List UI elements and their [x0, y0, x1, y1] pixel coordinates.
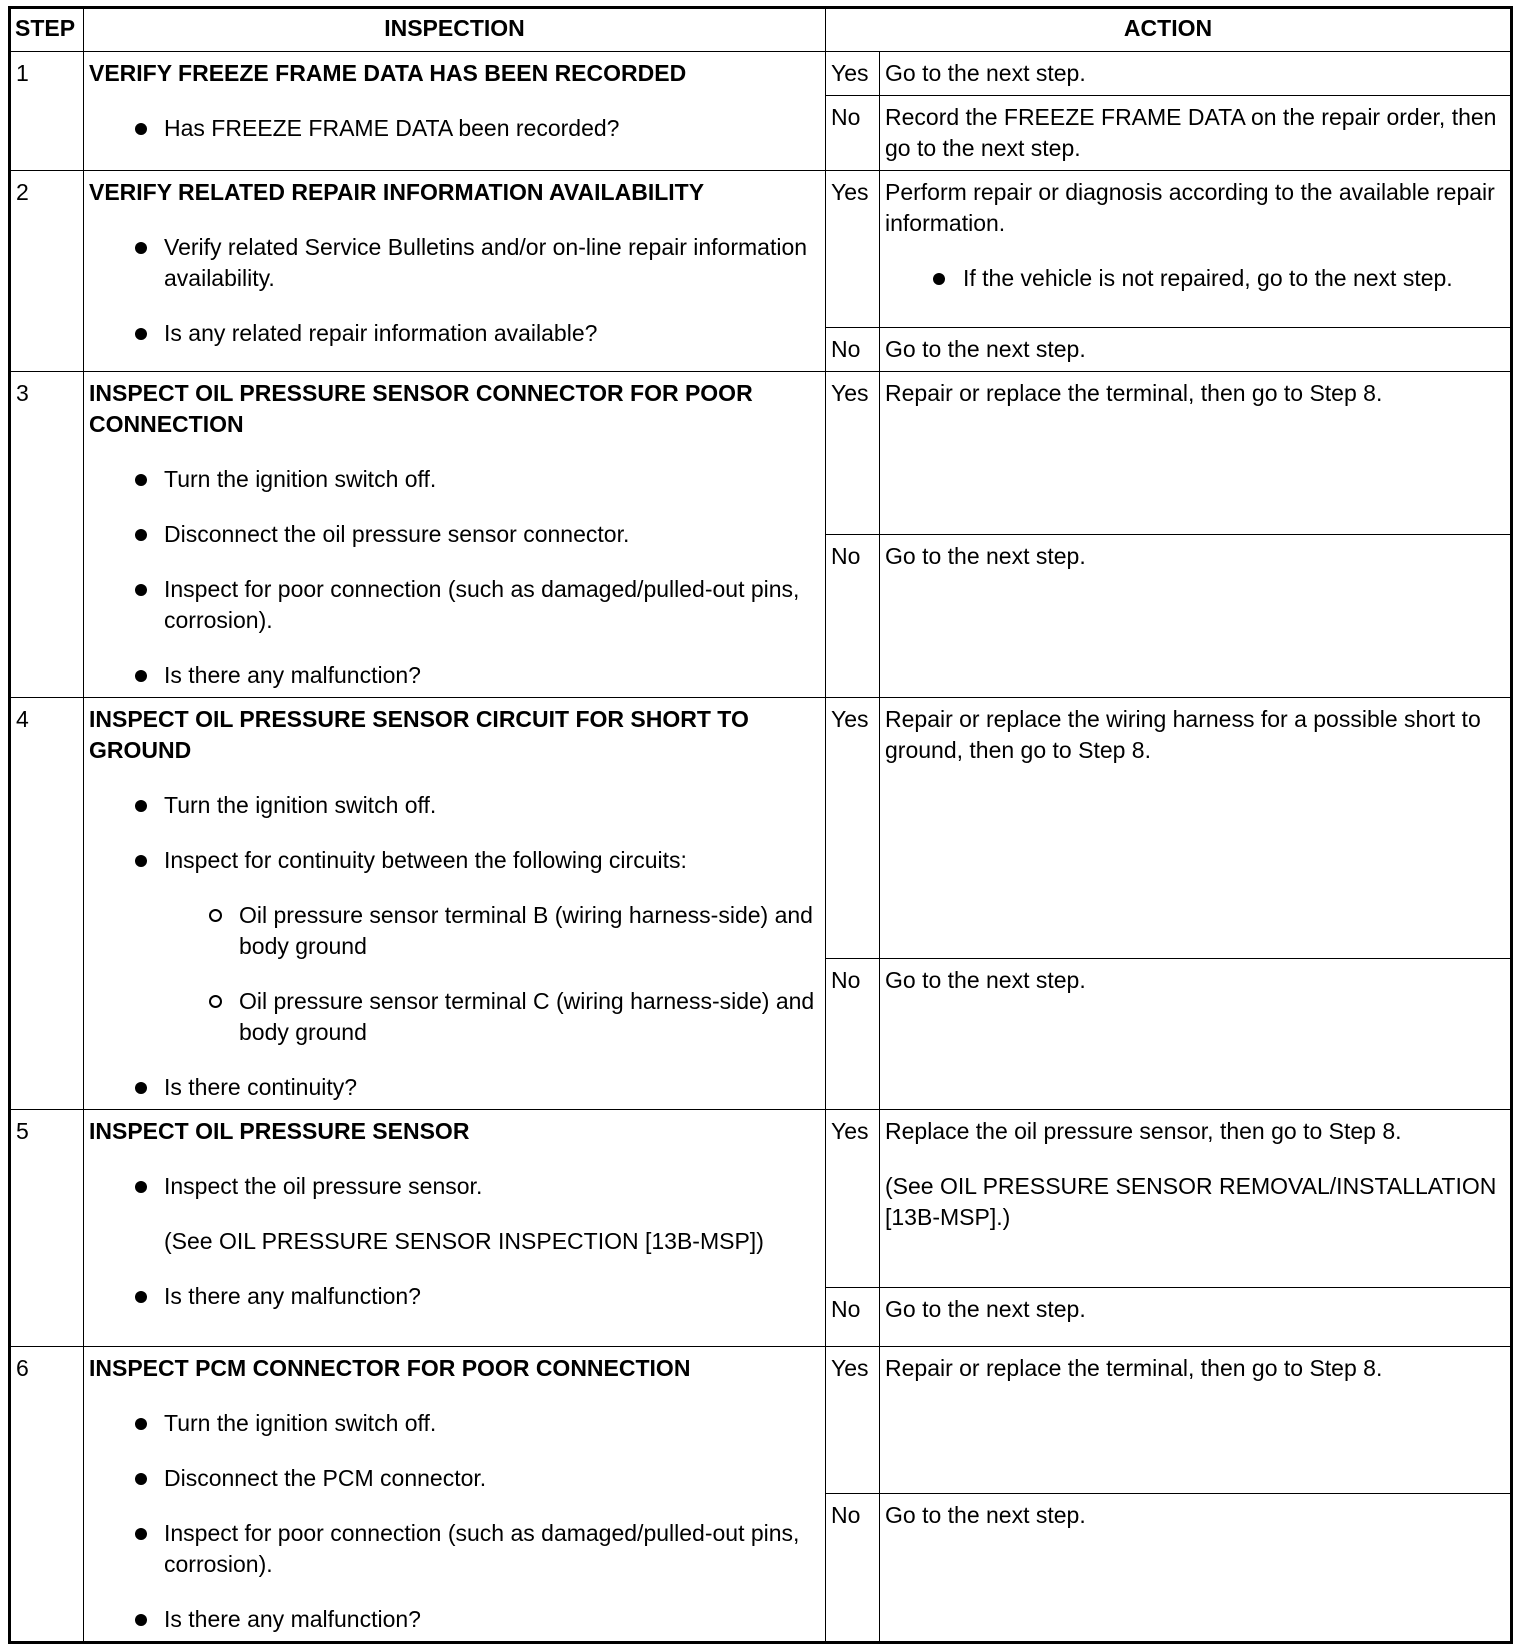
action-text: Perform repair or diagnosis according to the available repair information. — [885, 179, 1495, 236]
step-title: INSPECT PCM CONNECTOR FOR POOR CONNECTION — [89, 1355, 691, 1381]
bullet-icon — [135, 242, 147, 254]
inspection-note: (See OIL PRESSURE SENSOR INSPECTION [13B-MSP]) — [164, 1228, 764, 1254]
bullet-icon — [135, 1082, 147, 1094]
inspection-item: Inspect for poor connection (such as damaged/pulled-out pins, corrosion). — [89, 1518, 820, 1580]
bullet-icon — [135, 584, 147, 596]
no-action: Go to the next step. — [880, 1494, 1512, 1643]
step-number: 2 — [10, 171, 84, 372]
action-note: (See OIL PRESSURE SENSOR REMOVAL/INSTALLATION [13B-MSP].) — [885, 1173, 1497, 1230]
no-action: Record the FREEZE FRAME DATA on the repair order, then go to the next step. — [880, 96, 1512, 171]
step-number: 1 — [10, 52, 84, 171]
step-5-yes-row — [10, 1110, 1512, 1288]
no-label: No — [826, 328, 880, 372]
step-6-yes-row — [10, 1347, 1512, 1494]
bullet-icon — [933, 273, 945, 285]
yes-action: Repair or replace the terminal, then go to Step 8. — [880, 1347, 1512, 1494]
step-1-yes-row — [10, 52, 1512, 96]
step-inspection — [84, 698, 826, 1110]
step-title: INSPECT OIL PRESSURE SENSOR CIRCUIT FOR SHORT TO GROUND — [89, 706, 749, 763]
inspection-item: Inspect for continuity between the following circuits: — [89, 845, 820, 876]
bullet-icon — [135, 529, 147, 541]
bullet-icon — [135, 1418, 147, 1430]
yes-action: Go to the next step. — [880, 52, 1512, 96]
bullet-icon — [135, 1181, 147, 1193]
no-label: No — [826, 535, 880, 698]
header-step: STEP — [10, 8, 84, 52]
yes-action: Repair or replace the terminal, then go to Step 8. — [880, 372, 1512, 535]
step-inspection — [84, 171, 826, 372]
inspection-subitem: Oil pressure sensor terminal B (wiring harness-side) and body ground — [89, 900, 820, 962]
bullet-icon — [135, 328, 147, 340]
inspection-item: Turn the ignition switch off. — [89, 790, 820, 821]
inspection-subitem: Oil pressure sensor terminal C (wiring harness-side) and body ground — [89, 986, 820, 1048]
inspection-item: Disconnect the PCM connector. — [89, 1463, 820, 1494]
header-row — [10, 8, 1512, 52]
bullet-icon — [135, 855, 147, 867]
action-text: Replace the oil pressure sensor, then go to Step 8. — [885, 1118, 1402, 1144]
yes-label: Yes — [826, 698, 880, 959]
yes-label: Yes — [826, 1347, 880, 1494]
step-title: VERIFY RELATED REPAIR INFORMATION AVAILABILITY — [89, 179, 705, 205]
step-3-yes-row — [10, 372, 1512, 535]
inspection-item: Inspect the oil pressure sensor. — [89, 1171, 820, 1202]
diagnostic-table — [8, 6, 1513, 1644]
step-number: 3 — [10, 372, 84, 698]
step-inspection — [84, 52, 826, 171]
step-4-yes-row — [10, 698, 1512, 959]
yes-action — [880, 1110, 1512, 1288]
bullet-icon — [135, 1291, 147, 1303]
no-action: Go to the next step. — [880, 958, 1512, 1109]
yes-label: Yes — [826, 372, 880, 535]
no-label: No — [826, 1494, 880, 1643]
step-2-yes-row — [10, 171, 1512, 328]
inspection-item: Verify related Service Bulletins and/or on-line repair information availability. — [89, 232, 820, 294]
inspection-item: Is any related repair information available? — [89, 318, 820, 349]
no-action: Go to the next step. — [880, 328, 1512, 372]
no-label: No — [826, 958, 880, 1109]
inspection-item: Has FREEZE FRAME DATA been recorded? — [89, 113, 820, 144]
inspection-item: Is there any malfunction? — [89, 660, 820, 691]
step-inspection — [84, 1347, 826, 1643]
header-action: ACTION — [826, 8, 1512, 52]
inspection-item: Turn the ignition switch off. — [89, 464, 820, 495]
yes-label: Yes — [826, 52, 880, 96]
no-action: Go to the next step. — [880, 535, 1512, 698]
header-inspection: INSPECTION — [84, 8, 826, 52]
no-label: No — [826, 96, 880, 171]
yes-action: Repair or replace the wiring harness for a possible short to ground, then go to Step 8. — [880, 698, 1512, 959]
bullet-icon — [135, 1473, 147, 1485]
bullet-icon — [135, 123, 147, 135]
no-label: No — [826, 1288, 880, 1347]
inspection-item: Is there any malfunction? — [89, 1281, 820, 1312]
inspection-item: Disconnect the oil pressure sensor connector. — [89, 519, 820, 550]
inspection-item: Turn the ignition switch off. — [89, 1408, 820, 1439]
bullet-icon — [135, 670, 147, 682]
yes-action — [880, 171, 1512, 328]
inspection-item: Inspect for poor connection (such as damaged/pulled-out pins, corrosion). — [89, 574, 820, 636]
bullet-icon — [135, 474, 147, 486]
step-number: 6 — [10, 1347, 84, 1643]
inspection-item: Is there any malfunction? — [89, 1604, 820, 1635]
step-inspection — [84, 372, 826, 698]
step-number: 5 — [10, 1110, 84, 1347]
no-action: Go to the next step. — [880, 1288, 1512, 1347]
hollow-bullet-icon — [209, 909, 222, 922]
inspection-item: Is there continuity? — [89, 1072, 820, 1103]
step-number: 4 — [10, 698, 84, 1110]
bullet-icon — [135, 1614, 147, 1626]
hollow-bullet-icon — [209, 995, 222, 1008]
yes-label: Yes — [826, 171, 880, 328]
step-inspection — [84, 1110, 826, 1347]
bullet-icon — [135, 1528, 147, 1540]
yes-label: Yes — [826, 1110, 880, 1288]
step-title: INSPECT OIL PRESSURE SENSOR — [89, 1118, 470, 1144]
bullet-icon — [135, 800, 147, 812]
step-title: INSPECT OIL PRESSURE SENSOR CONNECTOR FOR POOR CONNECTION — [89, 380, 753, 437]
action-item: If the vehicle is not repaired, go to the next step. — [885, 263, 1505, 294]
step-title: VERIFY FREEZE FRAME DATA HAS BEEN RECORDED — [89, 60, 687, 86]
